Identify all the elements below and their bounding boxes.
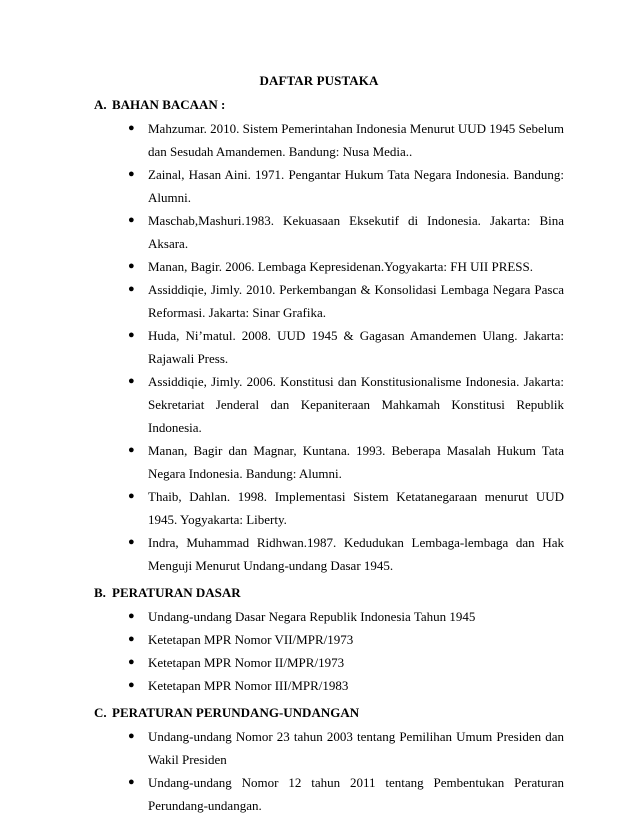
reference-text: Huda, Ni’matul. 2008. UUD 1945 & Gagasan Amandemen Ulang. Jakarta: Rajawali Press. [148, 328, 564, 366]
reference-text: Maschab,Mashuri.1983. Kekuasaan Eksekutif di Indonesia. Jakarta: Bina Aksara. [148, 213, 564, 251]
section-letter: C. [94, 705, 107, 720]
bullet-icon: ● [128, 610, 135, 622]
reference-text: Ketetapan MPR Nomor III/MPR/1983 [148, 678, 349, 693]
section-heading [94, 97, 564, 113]
bullet-icon: ● [128, 776, 135, 788]
reference-text: Manan, Bagir. 2006. Lembaga Kepresidenan.Yogyakarta: FH UII PRESS. [148, 259, 534, 274]
reference-item [94, 628, 564, 651]
section-heading-text: PERATURAN DASAR [112, 585, 241, 600]
reference-item [94, 439, 564, 485]
page-title: DAFTAR PUSTAKA [259, 73, 379, 88]
reference-item [94, 324, 564, 370]
reference-item [94, 674, 564, 697]
reference-item [94, 605, 564, 628]
bullet-icon: ● [128, 260, 135, 272]
bullet-icon: ● [128, 730, 135, 742]
reference-item [94, 725, 564, 771]
reference-list [94, 605, 564, 697]
reference-item [94, 651, 564, 674]
bullet-icon: ● [128, 283, 135, 295]
reference-text: Ketetapan MPR Nomor II/MPR/1973 [148, 655, 345, 670]
bullet-icon: ● [128, 633, 135, 645]
reference-text: Manan, Bagir dan Magnar, Kuntana. 1993. Beberapa Masalah Hukum Tata Negara Indonesia. Bandung: Alumni. [148, 443, 564, 481]
bullet-icon: ● [128, 536, 135, 548]
bullet-icon: ● [128, 214, 135, 226]
reference-item [94, 370, 564, 439]
bullet-icon: ● [128, 168, 135, 180]
reference-text: Undang-undang Dasar Negara Republik Indonesia Tahun 1945 [148, 609, 476, 624]
reference-text: Zainal, Hasan Aini. 1971. Pengantar Hukum Tata Negara Indonesia. Bandung: Alumni. [148, 167, 564, 205]
reference-text: Mahzumar. 2010. Sistem Pemerintahan Indonesia Menurut UUD 1945 Sebelum dan Sesudah Amandemen. Bandung: Nusa Media.. [148, 121, 564, 159]
section-letter: B. [94, 585, 106, 600]
reference-item [94, 117, 564, 163]
reference-item [94, 485, 564, 531]
reference-text: Assiddiqie, Jimly. 2010. Perkembangan & Konsolidasi Lembaga Negara Pasca Reformasi. Jakarta: Sinar Grafika. [148, 282, 564, 320]
reference-list [94, 725, 564, 817]
section-heading-text: PERATURAN PERUNDANG-UNDANGAN [112, 705, 360, 720]
bullet-icon: ● [128, 122, 135, 134]
reference-text: Undang-undang Nomor 23 tahun 2003 tentang Pemilihan Umum Presiden dan Wakil Presiden [148, 729, 564, 767]
section-letter: A. [94, 97, 107, 112]
reference-item [94, 531, 564, 577]
reference-text: Thaib, Dahlan. 1998. Implementasi Sistem Ketatanegaraan menurut UUD 1945. Yogyakarta: Liberty. [148, 489, 564, 527]
bullet-icon: ● [128, 679, 135, 691]
bullet-icon: ● [128, 329, 135, 341]
bullet-icon: ● [128, 656, 135, 668]
reference-item [94, 771, 564, 817]
bullet-icon: ● [128, 490, 135, 502]
bibliography-content [94, 97, 564, 825]
section-heading [94, 585, 564, 601]
bullet-icon: ● [128, 375, 135, 387]
reference-text: Indra, Muhammad Ridhwan.1987. Kedudukan Lembaga-lembaga dan Hak Menguji Menurut Undang-undang Dasar 1945. [148, 535, 564, 573]
reference-text: Ketetapan MPR Nomor VII/MPR/1973 [148, 632, 354, 647]
reference-item [94, 255, 564, 278]
section-heading-text: BAHAN BACAAN : [112, 97, 226, 112]
reference-item [94, 209, 564, 255]
reference-text: Assiddiqie, Jimly. 2006. Konstitusi dan Konstitusionalisme Indonesia. Jakarta: Sekretariat Jenderal dan Kepaniteraan Mahkamah Konstitusi Republik Indonesia. [148, 374, 564, 435]
section-heading [94, 705, 564, 721]
reference-item [94, 163, 564, 209]
reference-list [94, 117, 564, 577]
reference-text: Undang-undang Nomor 12 tahun 2011 tentang Pembentukan Peraturan Perundang-undangan. [148, 775, 564, 813]
bullet-icon: ● [128, 444, 135, 456]
reference-item [94, 278, 564, 324]
